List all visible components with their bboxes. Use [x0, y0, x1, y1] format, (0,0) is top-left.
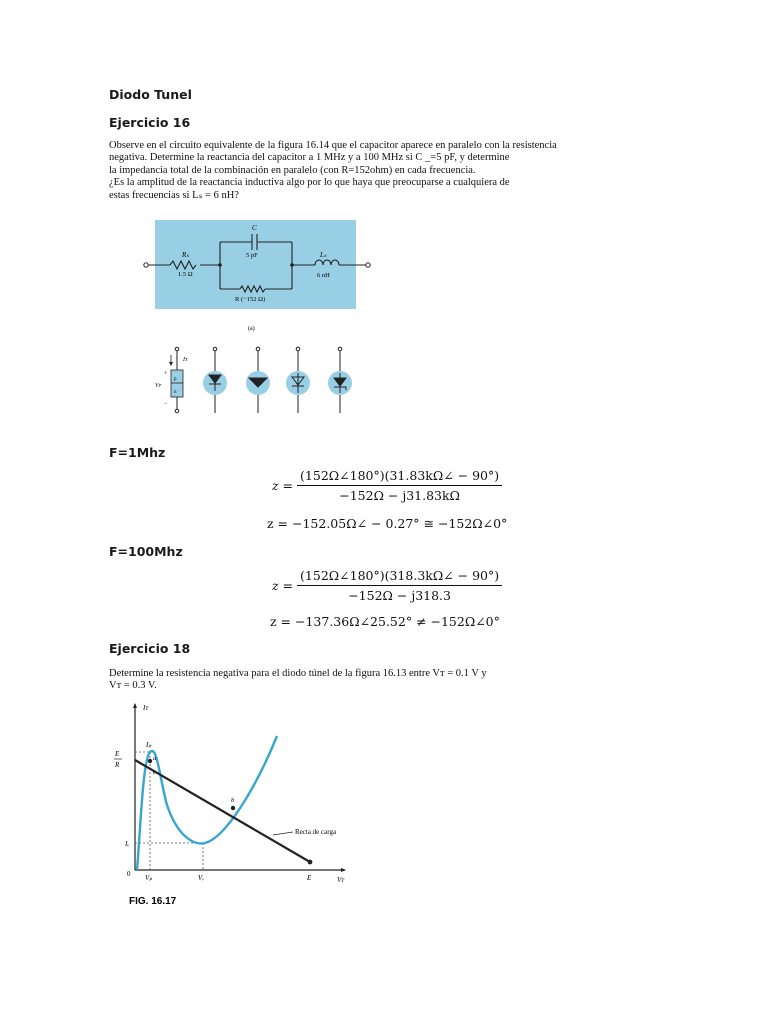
statement-line: negativa. Determine la reactancia del capacitor a 1 MHz y a 100 MHz si C _=5 pF, y determine: [109, 152, 510, 164]
fraction: [297, 568, 502, 603]
ls-value: 6 nH: [317, 272, 330, 279]
equation-1mhz-fraction: [272, 468, 502, 503]
terminal-left: [144, 263, 148, 267]
e-label: E: [307, 874, 312, 882]
equation-1mhz-result: z = −152.05Ω∠ − 0.27° ≅ −152Ω∠0°: [267, 516, 508, 531]
document-title: Diodo Tunel: [109, 87, 192, 102]
equivalent-circuit-figure: [140, 215, 380, 437]
it-label: Iᴛ: [183, 357, 188, 363]
tunnel-diode-symbols: [155, 347, 352, 413]
terminal-right: [366, 263, 370, 267]
exercise-16-statement: [109, 140, 557, 202]
frequency-1mhz-label: F=1Mhz: [109, 445, 166, 460]
frequency-100mhz-label: F=100Mhz: [109, 544, 183, 559]
equation-lhs: z =: [272, 478, 294, 493]
load-line: [135, 760, 310, 862]
x-axis-label: Vᴛ: [337, 876, 344, 884]
fraction-denominator: −152Ω − j31.83kΩ: [297, 485, 502, 503]
e-over-r-top: E: [115, 750, 120, 758]
statement-line: la impedancia total de la combinación en paralelo (con R=152ohm) en cada frecuencia.: [109, 164, 476, 176]
p-label: p: [174, 377, 177, 382]
equation-lhs: z =: [272, 578, 294, 593]
equation-100mhz-fraction: [272, 568, 502, 603]
figure-a-caption: (a): [248, 326, 255, 332]
statement-line: Vᴛ = 0.3 V.: [109, 680, 157, 692]
load-line-label: Recta de carga: [295, 828, 337, 836]
statement-line: ¿Es la amplitud de la reactancia inductiva algo por lo que haya que preocuparse a cualquiera de: [109, 177, 510, 189]
rs-value: 1.5 Ω: [178, 271, 193, 278]
plus-sign: +: [164, 371, 168, 377]
point-c-label: c: [153, 769, 156, 776]
minus-sign: −: [164, 401, 168, 407]
vt-label: Vᴛ: [155, 383, 161, 389]
point-b-label: b: [231, 797, 235, 804]
point-a-label: a: [153, 755, 157, 762]
r-label: R (−152 Ω): [235, 296, 266, 303]
equation-100mhz-result: z = −137.36Ω∠25.52° ≠ −152Ω∠0°: [270, 614, 500, 629]
rs-label: Rₛ: [182, 251, 189, 259]
tunnel-diode-characteristic-figure: [105, 700, 365, 912]
c-label: C: [252, 224, 257, 232]
ip-label: Iₚ: [146, 741, 152, 749]
ls-label: Lₛ: [320, 251, 327, 259]
n-label: n: [174, 390, 177, 395]
y-axis-label: Iᴛ: [143, 704, 148, 712]
statement-line: estas frecuencias si Lₛ = 6 nH?: [109, 189, 239, 201]
iv-label: Iᵥ: [125, 840, 130, 848]
fraction-numerator: (152Ω∠180°)(31.83kΩ∠ − 90°): [300, 468, 500, 483]
exercise-16-heading: Ejercicio 16: [109, 115, 191, 130]
fraction: [297, 468, 502, 503]
vp-label: Vₚ: [145, 874, 153, 882]
vv-label: Vᵥ: [198, 874, 205, 882]
figure-caption: FIG. 16.17: [129, 896, 177, 907]
statement-line: Observe en el circuito equivalente de la figura 16.14 que el capacitor aparece en paralelo con la resistencia: [109, 140, 557, 151]
exercise-18-heading: Ejercicio 18: [109, 641, 191, 656]
origin-label: 0: [127, 870, 131, 878]
fraction-denominator: −152Ω − j318.3: [297, 585, 502, 603]
exercise-18-statement: [109, 668, 487, 693]
fraction-numerator: (152Ω∠180°)(318.3kΩ∠ − 90°): [300, 568, 500, 583]
e-over-r-bottom: R: [115, 761, 120, 769]
c-value: 5 pF: [246, 252, 258, 259]
statement-line: Determine la resistencia negativa para el diodo túnel de la figura 16.13 entre Vᴛ = 0.1 V y: [109, 668, 487, 679]
